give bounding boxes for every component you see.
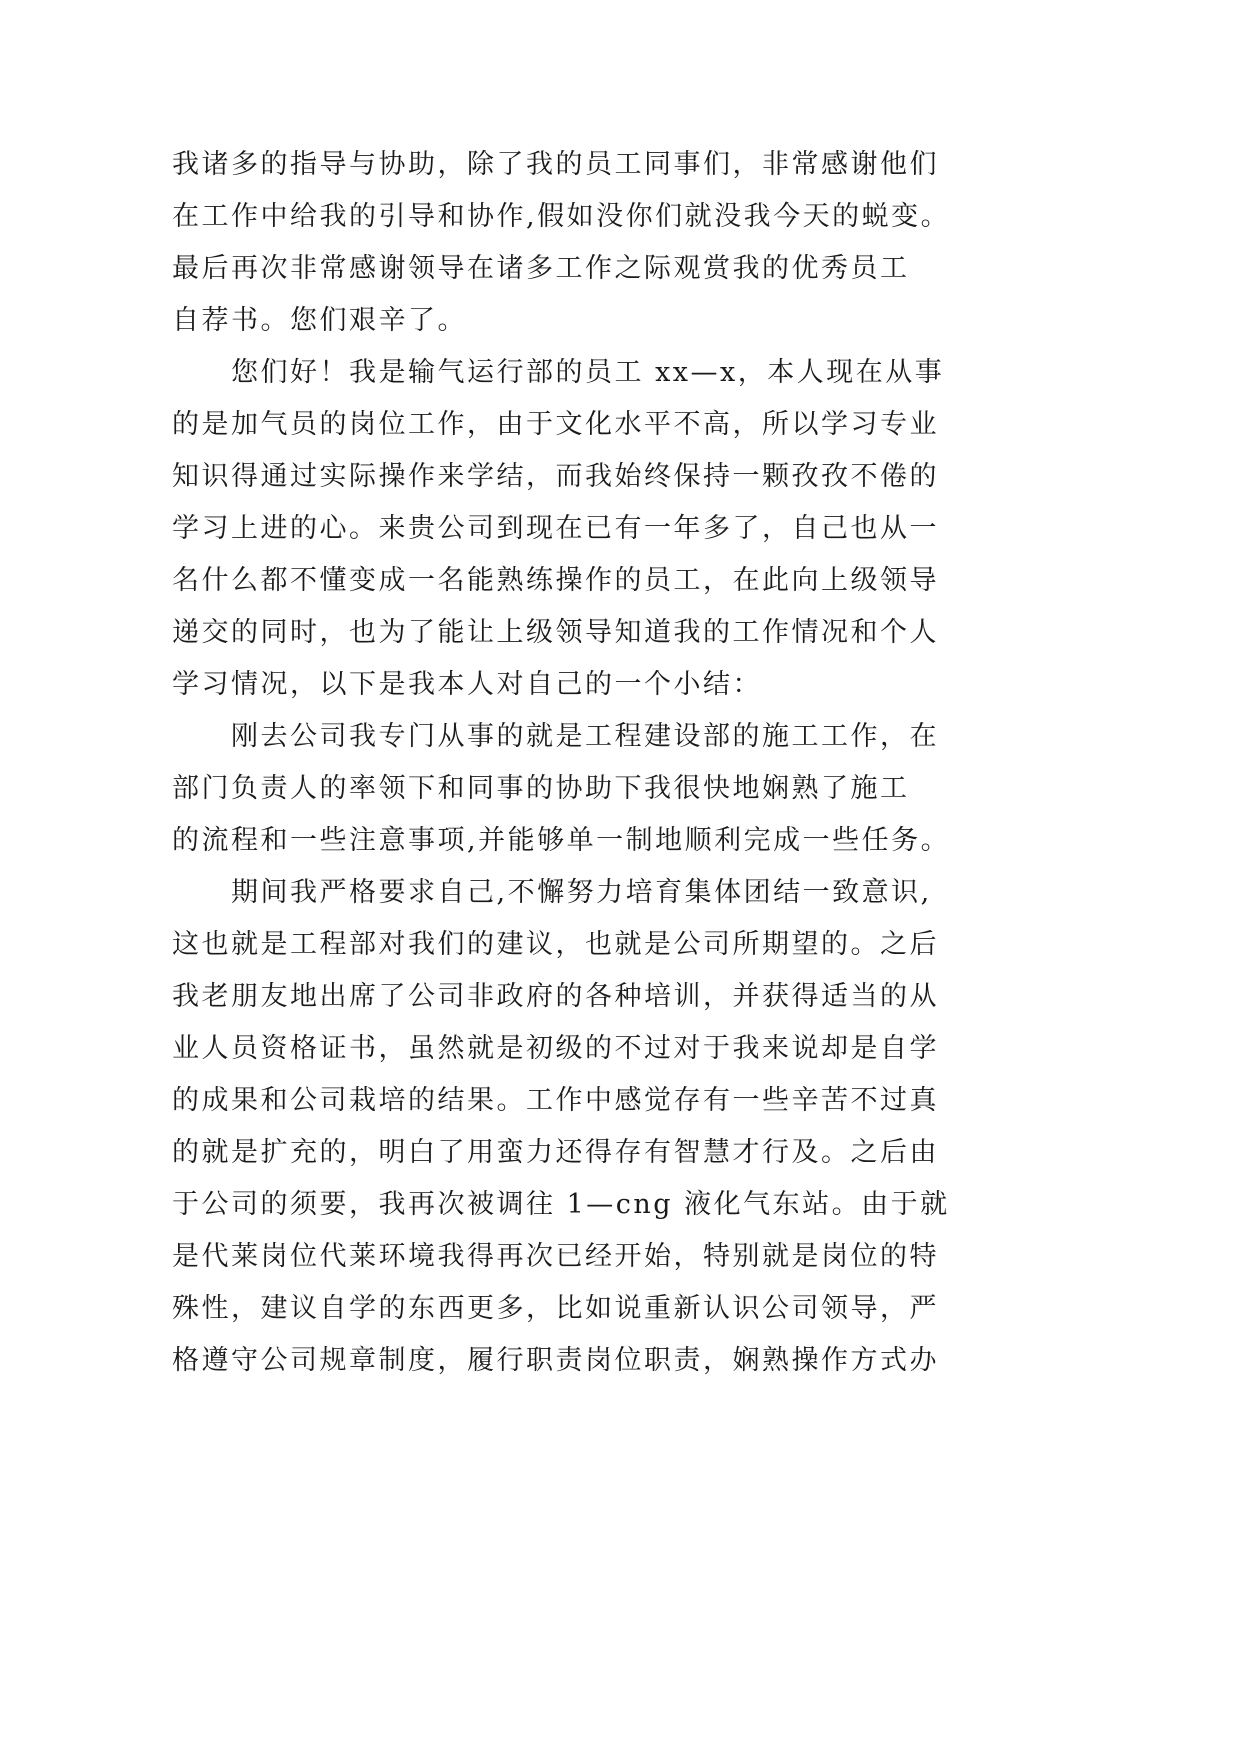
document-body <box>172 139 1072 1387</box>
text-line: 您们好！我是输气运行部的员工 xx—x，本人现在从事 <box>231 357 945 388</box>
text-line: 殊性，建议自学的东西更多，比如说重新认识公司领导，严 <box>172 1293 939 1324</box>
text-line: 学习情况，以下是我本人对自己的一个小结： <box>172 669 762 700</box>
text-line: 的流程和一些注意事项,并能够单一制地顺利完成一些任务。 <box>172 825 951 856</box>
text-line: 的成果和公司栽培的结果。工作中感觉存有一些辛苦不过真 <box>172 1085 939 1116</box>
text-line: 于公司的须要，我再次被调往 1—cng 液化气东站。由于就 <box>172 1189 950 1220</box>
paragraph <box>172 711 1072 867</box>
paragraph <box>172 867 1072 1387</box>
text-line: 的是加气员的岗位工作，由于文化水平不高，所以学习专业 <box>172 409 939 440</box>
text-line: 我老朋友地出席了公司非政府的各种培训，并获得适当的从 <box>172 981 939 1012</box>
text-line: 刚去公司我专门从事的就是工程建设部的施工工作，在 <box>231 721 939 752</box>
text-line: 自荐书。您们艰辛了。 <box>172 305 467 336</box>
text-line: 这也就是工程部对我们的建议，也就是公司所期望的。之后 <box>172 929 939 960</box>
text-line: 是代莱岗位代莱环境我得再次已经开始，特别就是岗位的特 <box>172 1241 939 1272</box>
text-line: 递交的同时，也为了能让上级领导知道我的工作情况和个人 <box>172 617 939 648</box>
text-line: 学习上进的心。来贵公司到现在已有一年多了，自己也从一 <box>172 513 939 544</box>
paragraph <box>172 347 1072 711</box>
text-line: 我诸多的指导与协助，除了我的员工同事们，非常感谢他们 <box>172 149 939 180</box>
text-line: 格遵守公司规章制度，履行职责岗位职责，娴熟操作方式办 <box>172 1345 939 1376</box>
text-line: 部门负责人的率领下和同事的协助下我很快地娴熟了施工 <box>172 773 910 804</box>
text-line: 业人员资格证书，虽然就是初级的不过对于我来说却是自学 <box>172 1033 939 1064</box>
text-line: 知识得通过实际操作来学结，而我始终保持一颗孜孜不倦的 <box>172 461 939 492</box>
text-line: 名什么都不懂变成一名能熟练操作的员工，在此向上级领导 <box>172 565 939 596</box>
text-line: 的就是扩充的，明白了用蛮力还得存有智慧才行及。之后由 <box>172 1137 939 1168</box>
text-line: 在工作中给我的引导和协作,假如没你们就没我今天的蜕变。 <box>172 201 951 232</box>
text-line: 期间我严格要求自己,不懈努力培育集体团结一致意识, <box>231 877 932 908</box>
text-line: 最后再次非常感谢领导在诸多工作之际观赏我的优秀员工 <box>172 253 910 284</box>
paragraph <box>172 139 1072 347</box>
